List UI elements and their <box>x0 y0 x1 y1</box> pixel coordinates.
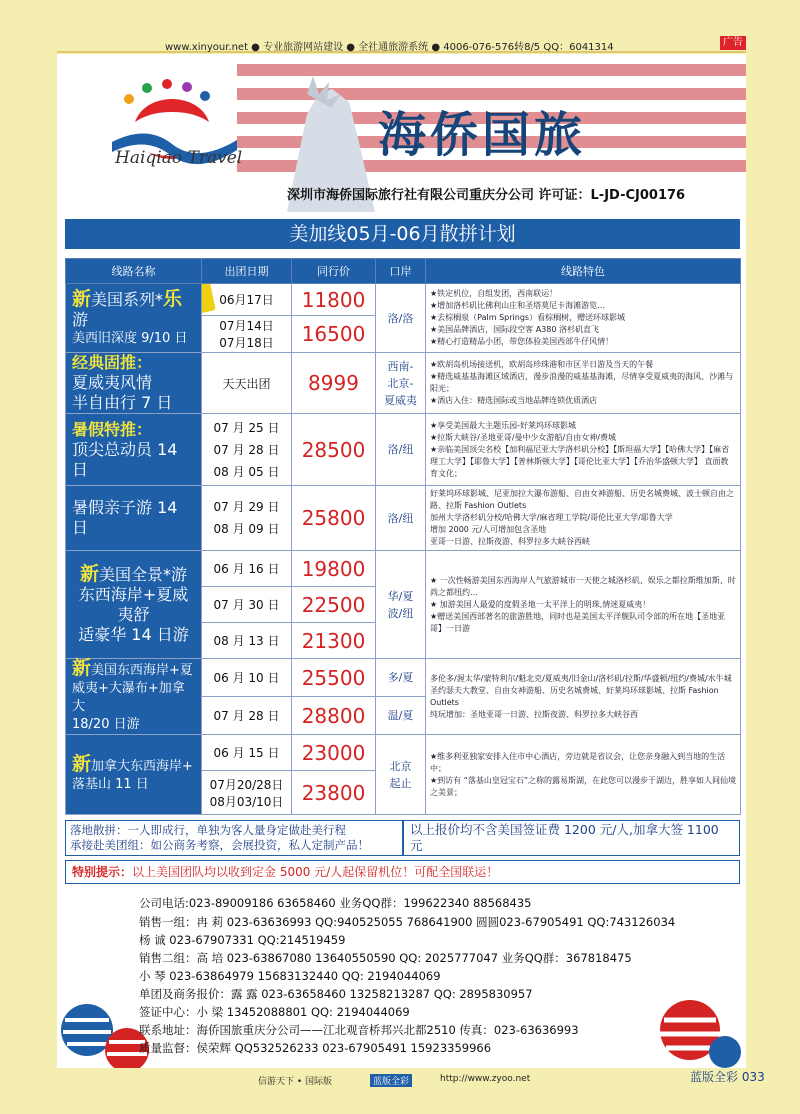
price: 25500 <box>292 659 376 697</box>
feature-line: 亚哥一日游、拉斯夜游、科罗拉多大峡谷西峡 <box>430 537 590 546</box>
price: 11800 <box>292 284 376 316</box>
info-box <box>65 820 740 856</box>
brand-title: 海侨国旅 <box>378 107 587 163</box>
feature-line: ★ 加游美国人最爱的度假圣地一太平洋上的明珠,情迷夏威夷！ <box>430 599 651 609</box>
port <box>376 735 426 815</box>
route-subtitle: 美西旧深度 9/10 日 <box>72 330 188 346</box>
port-line: 起止 <box>389 776 412 790</box>
info-line: 落地散拼：一人即成行，单独为客人量身定做赴美行程 <box>70 823 346 837</box>
price: 23800 <box>292 771 376 815</box>
table-row <box>66 353 741 414</box>
header-price: 同行价 <box>292 259 376 284</box>
feature-line: ★拉斯大峡谷/圣地亚哥/曼中少女游船/自由女神/费城 <box>430 432 616 442</box>
feature-line: ★ 一次性畅游美国东西海岸人气旅游城市一天使之城洛杉矶、娱乐之都拉斯维加斯、时尚之都纽约… <box>430 575 736 597</box>
feature-line: ★到访有 “落基山皇冠宝石”之称的露易斯湖，在此您可以漫步于湖边，胜享如人间仙境之美景； <box>430 775 737 797</box>
price: 25800 <box>292 486 376 551</box>
port-line: 西南- <box>387 359 414 373</box>
port-line: 华/夏 <box>387 589 414 603</box>
departure-date <box>202 414 292 486</box>
features <box>426 284 741 353</box>
header-route: 线路名称 <box>66 259 202 284</box>
port-line: 北京 <box>389 759 412 773</box>
route-name: 游 <box>72 309 89 329</box>
price: 8999 <box>292 353 376 414</box>
header-dates: 出团日期 <box>202 259 292 284</box>
table-row <box>66 659 741 697</box>
features <box>426 414 741 486</box>
features <box>426 353 741 414</box>
features <box>426 486 741 551</box>
route-cell <box>66 353 202 414</box>
contact-line: 销售二组：高 培 023-63867080 13640550590 QQ: 2025777047 业务QQ群：367818475 <box>139 951 632 965</box>
table-row <box>66 551 741 587</box>
balloon-decoration-right <box>640 990 746 1068</box>
route-name: 18/20 日游 <box>72 717 140 732</box>
table-row <box>66 284 741 316</box>
feature-line: ★赠送美国西部著名的旅游胜地，同时也是美国太平洋舰队司令部的所在地【圣地亚哥】一日游 <box>430 611 726 633</box>
departure-date: 06月17日 <box>202 284 292 316</box>
route-name: 美国全景*游 <box>99 565 188 584</box>
departure-date: 07 月 30 日 <box>202 587 292 623</box>
feature-line: 好莱坞环球影城、尼亚加拉大瀑布游船、自由女神游船、历史名城费城、波士顿自由之路、拉斯 Fashion Outlets <box>430 489 734 510</box>
feature-line: ★精选威基基海滩区域酒店，漫步浪漫的威基基海滩，尽情享受夏威夷的海风、沙滩与阳光； <box>430 372 734 393</box>
date-line: 08月03/10日 <box>209 794 284 809</box>
contact-line: 杨 诚 023-67907331 QQ:214519459 <box>139 933 346 947</box>
departure-date: 06 月 15 日 <box>202 735 292 771</box>
date-line: 07 月 28 日 <box>213 442 280 457</box>
port <box>376 353 426 414</box>
price: 19800 <box>292 551 376 587</box>
feature-line: ★酒店入住：精选国际或当地品牌连锁优质酒店 <box>430 396 598 405</box>
logo-text: Haiqiao Travel <box>115 148 243 168</box>
feature-line: ★欧胡岛机场接送机，欧胡岛珍珠港和市区半日游及当天的午餐 <box>430 360 654 369</box>
port <box>376 551 426 659</box>
header-features: 线路特色 <box>426 259 741 284</box>
contact-line: 联系地址：海侨国旅重庆分公司——江北观音桥邦兴北都2510 传真：023-63636993 <box>139 1023 579 1037</box>
route-name: 美国系列* <box>91 289 164 309</box>
port-line: 波/纽 <box>387 606 414 620</box>
route-name: 适豪华 14 日游 <box>78 625 189 644</box>
page-number: 蓝版全彩 033 <box>690 1070 765 1084</box>
header-port: 口岸 <box>376 259 426 284</box>
feature-line: 增加 2000 元/人可增加包含圣地 <box>430 525 547 534</box>
plan-title: 美加线05月-06月散拼计划 <box>65 219 740 249</box>
date-line: 07月20/28日 <box>209 777 284 792</box>
price: 21300 <box>292 623 376 659</box>
table-row <box>66 486 741 551</box>
date-line: 07月18日 <box>219 336 274 350</box>
departure-date <box>202 316 292 353</box>
footer-url[interactable]: http://www.zyoo.net <box>440 1074 531 1084</box>
tour-plan-table <box>65 258 741 815</box>
departure-date: 06 月 16 日 <box>202 551 292 587</box>
feature-line: ★铁定机位，自组发团，西南联运！ <box>430 289 558 298</box>
route-cell <box>66 486 202 551</box>
feature-line: ★美国品牌酒店，国际段空客 A380 洛杉矶直飞 <box>430 325 599 334</box>
feature-line: 多伦多/渥太华/蒙特利尔/魁北克/夏威夷/旧金山/洛杉矶/拉斯/华盛顿/纽约/费城/水牛城 <box>430 673 732 683</box>
table-header-row <box>66 259 741 284</box>
contact-line: 公司电话:023-89009186 63658460 业务QQ群：199622340 88568435 <box>139 896 532 910</box>
ad-badge: 广告 <box>720 36 746 50</box>
route-cell <box>66 284 202 353</box>
top-info-line: www.xinyour.net ● 专业旅游网站建设 ● 全社通旅游系统 ● 4006-076-576转8/5 QQ：6041314 <box>165 42 614 53</box>
features <box>426 551 741 659</box>
feature-line: 圣约瑟夫大教堂、自由女神游船、历史名城费城、好莱坞环球影城、拉斯 Fashion Outlets <box>430 685 719 707</box>
special-notice <box>65 860 740 884</box>
route-cell <box>66 659 202 735</box>
price: 22500 <box>292 587 376 623</box>
port: 多/夏 <box>376 659 426 697</box>
route-name: 加拿大东西海岸+ <box>91 759 193 774</box>
date-line: 08 月 05 日 <box>213 464 280 479</box>
new-mark: 新 <box>72 287 92 310</box>
contact-line: 小 琴 023-63864979 15683132440 QQ: 2194044069 <box>139 969 441 983</box>
date-line: 07月14日 <box>219 319 274 333</box>
contact-line: 签证中心：小 梁 13452088801 QQ: 2194044069 <box>139 1005 410 1019</box>
feature-line: ★享受美国最大主题乐园-好莱坞环球影城 <box>430 420 577 430</box>
feature-line: ★亲临美国顶尖名校【加利福尼亚大学洛杉矶分校】【斯坦福大学】【哈佛大学】【麻省理工大学】【耶鲁大学】【普林斯顿大学】【哥伦比亚大学】【乔治华盛顿大学】 直面教育文化； <box>430 444 730 478</box>
route-name: 落基山 11 日 <box>72 777 149 792</box>
feature-line: ★增加洛杉矶比佛利山庄和圣塔莫尼卡海滩游览… <box>430 301 606 310</box>
features <box>426 659 741 735</box>
route-label: 经典固推： <box>72 353 153 372</box>
info-right: 以上报价均不含美国签证费 1200 元/人,加拿大签 1100 元 <box>403 820 740 856</box>
company-license: 深圳市海侨国际旅行社有限公司重庆分公司 许可证：L-JD-CJ00176 <box>287 188 686 203</box>
route-name: 暑假亲子游 14 日 <box>72 498 178 537</box>
route-label: 暑假特推： <box>72 419 153 439</box>
departure-date <box>202 486 292 551</box>
departure-date: 07 月 28 日 <box>202 697 292 735</box>
route-cell <box>66 735 202 815</box>
contact-line: 质量监督：侯荣辉 QQ532526233 023-67905491 15923359966 <box>139 1041 492 1055</box>
route-cell <box>66 414 202 486</box>
contact-line: 单团及商务报价：露 露 023-63658460 13258213287 QQ: 2895830957 <box>139 987 533 1001</box>
departure-date: 天天出团 <box>202 353 292 414</box>
feature-line: ★去棕榈泉（Palm Springs）看棕榈树，赠送环球影城 <box>430 313 626 322</box>
new-mark: 新 <box>79 563 99 585</box>
footer-tag: 蓝版全彩 <box>370 1074 412 1087</box>
info-line: 承接赴美团组：如公商务考察，会展投资，私人定制产品！ <box>70 838 369 852</box>
date-line: 07 月 25 日 <box>213 420 280 435</box>
route-cell <box>66 551 202 659</box>
notice-label: 特别提示： <box>72 865 133 879</box>
port-line: 夏威夷 <box>384 393 417 407</box>
table-row <box>66 414 741 486</box>
table-row <box>66 735 741 771</box>
notice-text: 以上美国团队均以收到定金 5000 元/人起保留机位！可配全国联运！ <box>132 865 499 879</box>
feature-line: ★精心打造精品小团，带您体验美国西部牛仔风情！ <box>430 337 614 346</box>
price: 28800 <box>292 697 376 735</box>
route-name: 半自由行 7 日 <box>72 393 173 412</box>
feature-line: 纯玩增加：圣地亚哥一日游、拉斯夜游、科罗拉多大峡谷西 <box>430 709 638 719</box>
departure-date: 06 月 10 日 <box>202 659 292 697</box>
new-mark: 新 <box>72 753 92 775</box>
new-mark: 新 <box>72 657 92 679</box>
date-line: 08 月 09 日 <box>213 522 280 536</box>
route-name: 夏威夷风情 <box>72 373 153 392</box>
feature-line: ★维多利亚独家安排入住市中心酒店，旁边就是省议会，让您亲身融入到当地的生活中； <box>430 751 726 773</box>
port: 洛/纽 <box>376 414 426 486</box>
port: 温/夏 <box>376 697 426 735</box>
footer-left: 信游天下 • 国际版 <box>258 1077 333 1087</box>
price: 23000 <box>292 735 376 771</box>
date-line: 07 月 29 日 <box>213 500 280 514</box>
route-name: 顶尖总动员 14 日 <box>72 439 178 479</box>
port: 洛/洛 <box>376 284 426 353</box>
port: 洛/纽 <box>376 486 426 551</box>
price: 28500 <box>292 414 376 486</box>
highlight-char: 乐 <box>163 287 183 310</box>
departure-date: 08 月 13 日 <box>202 623 292 659</box>
contact-line: 销售一组：冉 莉 023-63636993 QQ:940525055 768641900 圆圆023-67905491 QQ:743126034 <box>139 915 676 929</box>
price: 16500 <box>292 316 376 353</box>
info-left <box>65 820 403 856</box>
route-name: 美国东西海岸+夏 <box>91 663 193 678</box>
route-name: 威夷+大瀑布+加拿大 <box>72 681 185 714</box>
feature-line: 加州大学洛杉矶分校/哈佛大学/麻省理工学院/哥伦比亚大学/耶鲁大学 <box>430 513 673 522</box>
port-line: 北京- <box>387 376 414 390</box>
departure-date <box>202 771 292 815</box>
route-name: 东西海岸+夏威夷舒 <box>78 585 189 624</box>
features <box>426 735 741 815</box>
